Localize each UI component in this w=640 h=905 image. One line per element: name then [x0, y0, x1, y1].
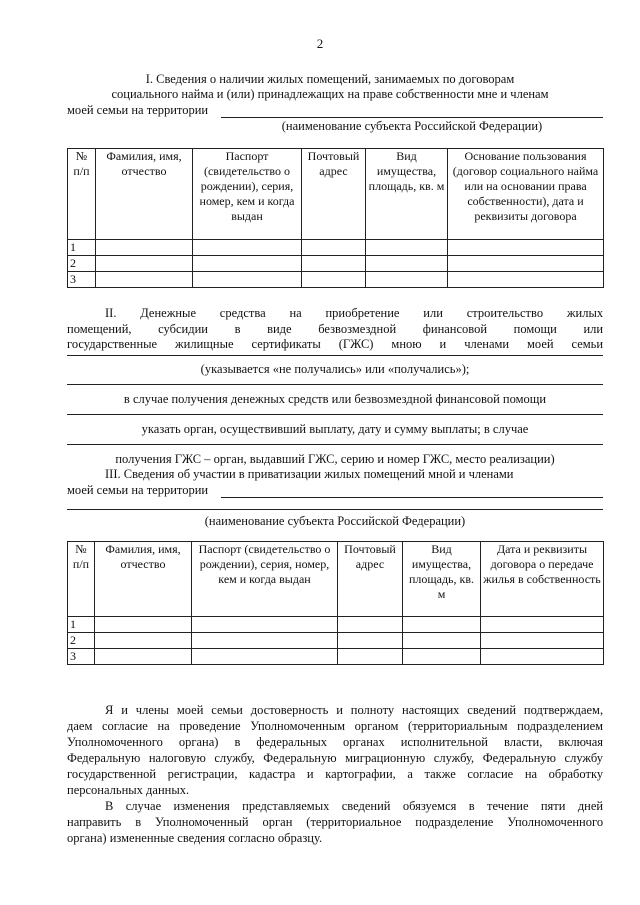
table-cell[interactable] [403, 617, 481, 633]
table-row [68, 649, 604, 665]
consent-para1-line2: даем согласие на проведение Уполномоченным органом (территориальным подразделением [67, 719, 604, 733]
page-number: 2 [316, 36, 324, 51]
table-row [68, 617, 604, 633]
table-row [68, 633, 604, 649]
consent-para2-line1: В случае изменения представляемых сведений обязуемся в течение пяти дней [105, 799, 604, 813]
section2-field-line1 [67, 355, 603, 356]
table-cell[interactable] [366, 240, 448, 256]
section1-col-passport-header: Паспорт (свидетельство о рождении), серия, номер, кем и когда выдан [193, 149, 302, 240]
table-cell[interactable] [193, 240, 302, 256]
section3-table [67, 541, 604, 665]
consent-para1-line5: государственной регистрации, кадастра и картографии, а также согласие на обработку [67, 767, 604, 781]
table-cell[interactable] [95, 617, 192, 633]
table-cell[interactable] [302, 240, 366, 256]
section1-table-header-row [68, 149, 604, 240]
table-cell[interactable] [366, 272, 448, 288]
table-cell[interactable] [448, 256, 604, 272]
table-cell[interactable] [338, 617, 403, 633]
section2-caption3: указать орган, осуществивший выплату, дату и сумму выплаты; в случае [141, 422, 529, 436]
section1-col-number-header: № п/п [68, 149, 96, 240]
section1-col-property-header: Вид имущества, площадь, кв. м [366, 149, 448, 240]
section3-territory-field-line2 [67, 509, 603, 510]
row-number: 1 [68, 240, 96, 256]
section3-heading-line2: моей семьи на территории [67, 483, 209, 497]
section3-col-passport-header: Паспорт (свидетельство о рождении), серия, номер, кем и когда выдан [192, 542, 338, 617]
section2-field-line2 [67, 384, 603, 385]
consent-para1-line1: Я и члены моей семьи достоверность и полноту настоящих сведений подтверждаем, [105, 703, 604, 717]
section3-col-address-header: Почтовый адрес [338, 542, 403, 617]
consent-para1-last-line: персональных данных. [67, 783, 190, 797]
section2-line1: II. Денежные средства на приобретение или строительство жилых [105, 306, 604, 320]
table-cell[interactable] [338, 649, 403, 665]
table-row [68, 240, 604, 256]
table-cell[interactable] [481, 633, 604, 649]
section3-col-property-header: Вид имущества, площадь, кв. м [403, 542, 481, 617]
table-cell[interactable] [95, 633, 192, 649]
table-cell[interactable] [192, 649, 338, 665]
row-number: 1 [68, 617, 95, 633]
consent-para2-line2: направить в Уполномоченный орган (территориальное подразделение Уполномоченного [67, 815, 604, 829]
table-cell[interactable] [338, 633, 403, 649]
section3-table-header-row [68, 542, 604, 617]
section2-field-line3 [67, 414, 603, 415]
section3-col-name-header: Фамилия, имя, отчество [95, 542, 192, 617]
row-number: 3 [68, 649, 95, 665]
section1-table [67, 148, 604, 288]
section1-heading-line3: моей семьи на территории [67, 103, 209, 117]
table-cell[interactable] [302, 256, 366, 272]
table-cell[interactable] [96, 240, 193, 256]
row-number: 2 [68, 633, 95, 649]
table-cell[interactable] [302, 272, 366, 288]
table-cell[interactable] [448, 272, 604, 288]
table-cell[interactable] [96, 256, 193, 272]
section1-heading-line1: I. Сведения о наличии жилых помещений, занимаемых по договорам [145, 72, 515, 86]
table-cell[interactable] [192, 617, 338, 633]
section1-col-basis-header: Основание пользования (договор социального найма или на основании права собственности), дата и реквизиты договора [448, 149, 604, 240]
table-cell[interactable] [366, 256, 448, 272]
row-number: 3 [68, 272, 96, 288]
section2-line2: помещений, субсидии в виде безвозмездной финансовой помощи или [67, 322, 604, 336]
consent-para1-line3: Уполномоченного органа) в федеральных органах исполнительной власти, включая [67, 735, 604, 749]
section1-col-name-header: Фамилия, имя, отчество [96, 149, 193, 240]
consent-para2-last-line: органа) измененные сведения согласно образцу. [67, 831, 323, 845]
table-cell[interactable] [96, 272, 193, 288]
table-cell[interactable] [403, 649, 481, 665]
section1-territory-field-line [221, 117, 603, 118]
consent-para1-line4: Федеральную налоговую службу, Федеральную миграционную службу, Федеральную службу [67, 751, 604, 765]
section2-caption1: (указывается «не получались» или «получались»); [200, 362, 470, 376]
section1-heading-line2: социального найма и (или) принадлежащих на праве собственности мне и членам [111, 87, 549, 101]
section3-subject-caption: (наименование субъекта Российской Федерации) [204, 514, 466, 528]
table-row [68, 256, 604, 272]
section2-field-line4 [67, 444, 603, 445]
section3-col-contract-header: Дата и реквизиты договора о передаче жилья в собственность [481, 542, 604, 617]
section2-caption2: в случае получения денежных средств или безвозмездной финансовой помощи [123, 392, 547, 406]
table-cell[interactable] [193, 272, 302, 288]
section1-subject-caption: (наименование субъекта Российской Федерации) [281, 119, 543, 133]
table-cell[interactable] [193, 256, 302, 272]
section2-line3: государственные жилищные сертификаты (ГЖС) мною и членами моей семьи [67, 337, 604, 351]
row-number: 2 [68, 256, 96, 272]
section3-territory-field-line [221, 497, 603, 498]
section3-col-number-header: № п/п [68, 542, 95, 617]
table-cell[interactable] [95, 649, 192, 665]
table-cell[interactable] [448, 240, 604, 256]
table-row [68, 272, 604, 288]
section3-heading-line1: III. Сведения об участии в приватизации жилых помещений мной и членами [105, 467, 514, 481]
section2-caption4: получения ГЖС – орган, выдавший ГЖС, серию и номер ГЖС, место реализации) [115, 452, 555, 466]
table-cell[interactable] [481, 649, 604, 665]
table-cell[interactable] [192, 633, 338, 649]
section1-col-address-header: Почтовый адрес [302, 149, 366, 240]
table-cell[interactable] [481, 617, 604, 633]
table-cell[interactable] [403, 633, 481, 649]
